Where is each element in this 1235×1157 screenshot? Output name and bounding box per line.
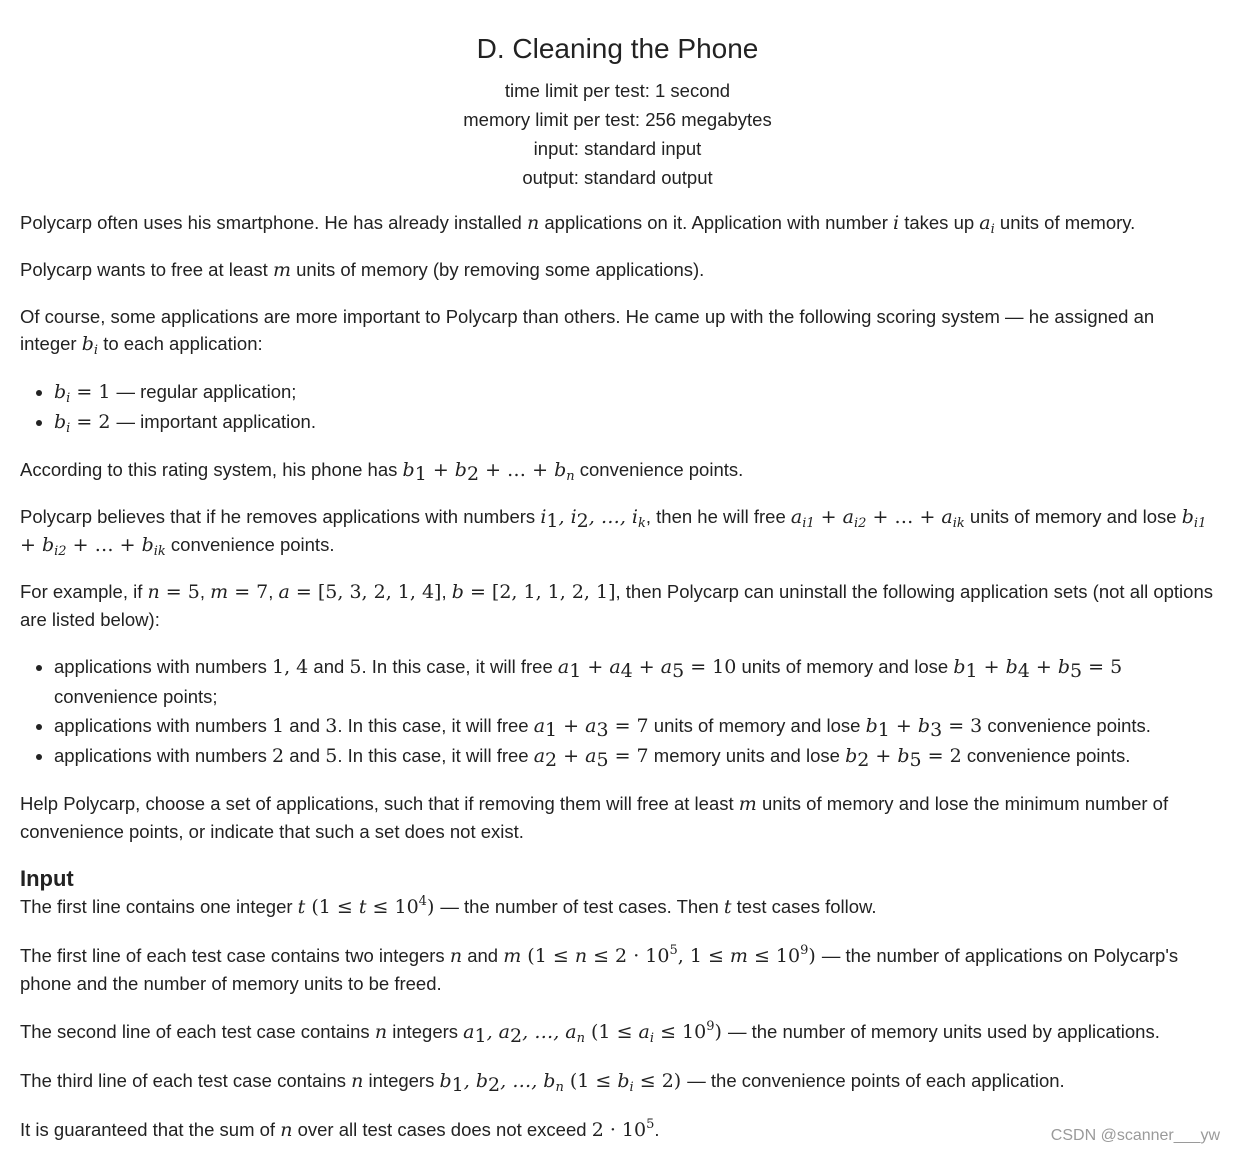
- statement-paragraph-4: According to this rating system, his phone has $b_1 + b_2$ + … + $b_n$ convenience points.: [20, 459, 744, 485]
- time-limit: time limit per test: 1 second: [504, 80, 731, 101]
- input-file: input: standard input: [533, 138, 702, 159]
- input-line-3: The second line of each test case contains n integers $a_1$, $a_2$, …, $a_n$ $(1 \le a_i \le 10^9)$ — the number of memory units used by applications.: [20, 1019, 1160, 1047]
- statement-paragraph-6: For example, if n = 5, m = 7, a = [5, 3, 2, 1, 4], b = [2, 1, 1, 2, 1], then Polycarp can uninstall the following application sets (not all options are listed below):: [20, 581, 1213, 630]
- examples-list: [20, 652, 1215, 771]
- statement-paragraph-7: Help Polycarp, choose a set of applications, such that if removing them will free at least m units of memory and lose the minimum number of convenience points, or indicate that such a set does not exist.: [20, 793, 1169, 842]
- problem-page: [20, 0, 1215, 1144]
- csdn-watermark: CSDN @scanner___yw: [1050, 1127, 1220, 1144]
- scoring-list: [20, 377, 1215, 437]
- input-line-2: The first line of each test case contains two integers n and m ($1 \le n \le 2 \cdot 10^5$, $1 \le m \le 10^9$) — the number of applications on Polycarp's phone and the number of memory units to be freed.: [20, 943, 1179, 994]
- statement-paragraph-2: Polycarp wants to free at least m units of memory (by removing some applications).: [20, 259, 705, 281]
- statement-paragraph-5: Polycarp believes that if he removes applications with numbers $i_1$, $i_2$, …, $i_k$, then he will free $a_{i1} + a_{i2}$ + … + $a_{ik}$ units of memory and lose $b_{i1} + b_{i2}$ + … + $b_{ik}$ convenience points.: [20, 506, 1207, 559]
- input-section: [20, 866, 1215, 1144]
- limits-block: [20, 76, 1215, 192]
- input-line-4: The third line of each test case contains n integers $b_1$, $b_2$, …, $b_n$ $(1 \le b_i \le 2)$ — the convenience points of each application.: [20, 1070, 1065, 1096]
- problem-title: D. Cleaning the Phone: [476, 33, 759, 64]
- statement-paragraph-1: Polycarp often uses his smartphone. He has already installed n applications on it. Application with number i takes up $a_i$ units of memory.: [20, 212, 1136, 237]
- problem-statement: [20, 209, 1215, 845]
- list-item: • applications with numbers 1, 4 and 5. In this case, it will free $a_1 + a_4 + a_5 = 10$ units of memory and lose $b_1 + b_4 + b_5 = 5$ convenience points;: [54, 652, 1215, 711]
- input-heading: Input: [20, 866, 74, 891]
- list-item: • applications with numbers 2 and 5. In this case, it will free $a_2 + a_5 = 7$ memory units and lose $b_2 + b_5 = 2$ convenience points.: [54, 741, 1215, 771]
- input-line-1: The first line contains one integer t $(1 \le t \le 10^4)$ — the number of test cases. Then t test cases follow.: [20, 894, 877, 918]
- problem-header: [20, 32, 1215, 192]
- list-item: • $b_i = 2$ — important application.: [54, 407, 1215, 437]
- list-item: • applications with numbers 1 and 3. In this case, it will free $a_1 + a_3 = 7$ units of memory and lose $b_1 + b_3 = 3$ convenience points.: [54, 711, 1215, 741]
- output-file: output: standard output: [522, 167, 713, 188]
- list-item: • $b_i = 1$ — regular application;: [54, 377, 1215, 407]
- input-line-5: It is guaranteed that the sum of n over all test cases does not exceed $2 \cdot 10^5$.: [20, 1117, 660, 1141]
- statement-paragraph-3: Of course, some applications are more important to Polycarp than others. He came up with the following scoring system — he assigned an integer $b_i$ to each application:: [20, 306, 1155, 358]
- memory-limit: memory limit per test: 256 megabytes: [463, 109, 772, 130]
